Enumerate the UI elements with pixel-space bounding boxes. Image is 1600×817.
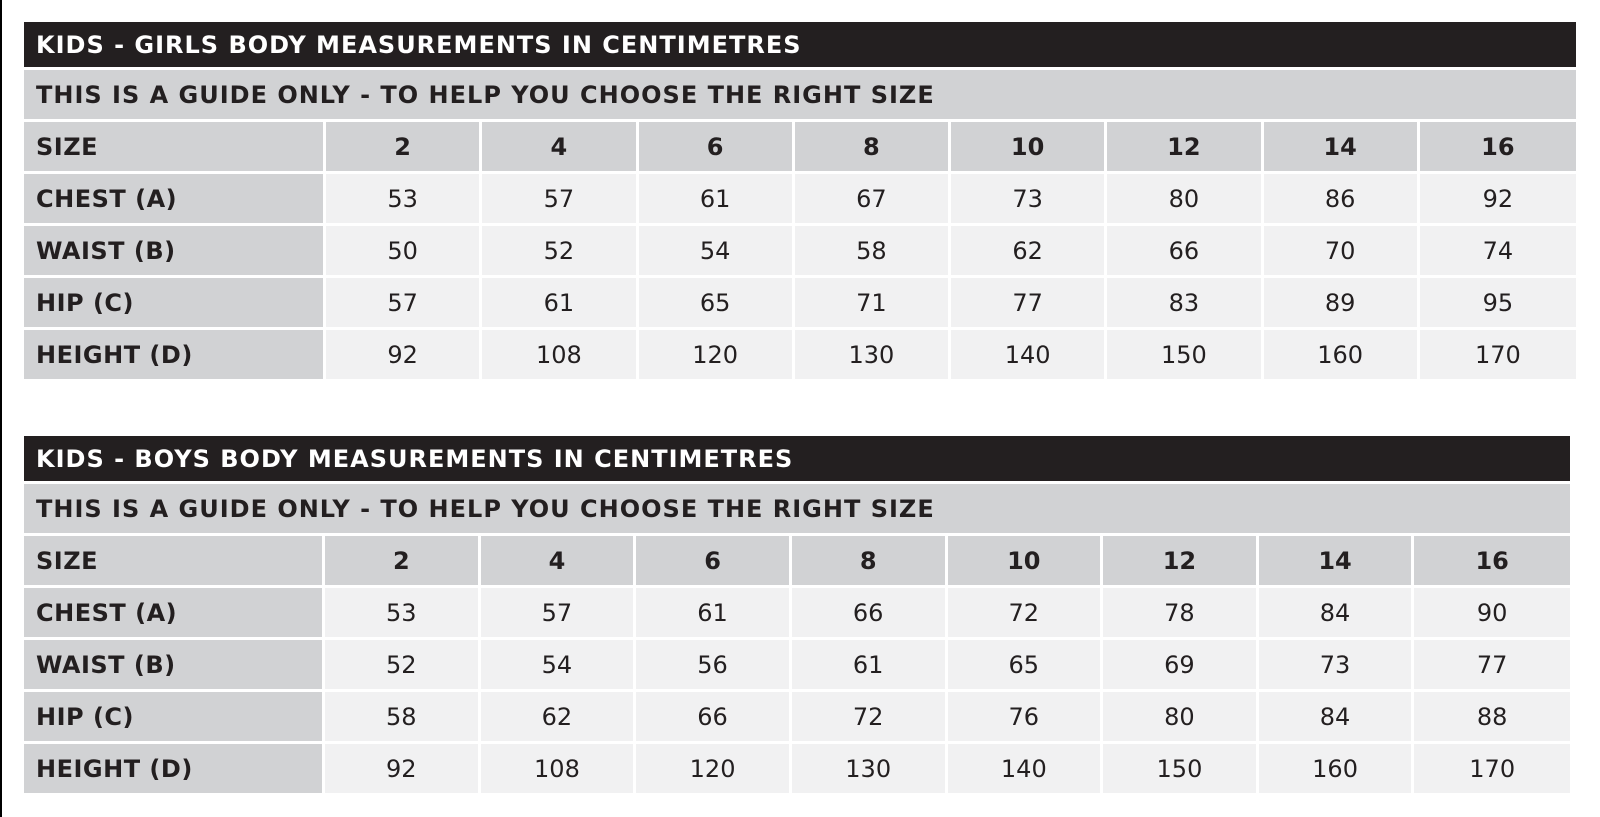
size-header-cell: 16 <box>1420 122 1576 174</box>
measurement-value-cell: 160 <box>1264 330 1420 382</box>
size-header-cell: 12 <box>1103 536 1259 588</box>
measurement-label: HIP (C) <box>24 278 326 330</box>
girls-size-table <box>24 22 1576 382</box>
measurement-value-cell: 61 <box>792 640 948 692</box>
measurement-value-cell: 76 <box>948 692 1104 744</box>
measurement-value-cell: 66 <box>1107 226 1263 278</box>
measurement-row <box>24 588 1570 640</box>
measurement-row <box>24 330 1576 382</box>
size-header-cell: 10 <box>951 122 1107 174</box>
size-header-cell: 16 <box>1414 536 1570 588</box>
measurement-value-cell: 150 <box>1107 330 1263 382</box>
size-header-label: SIZE <box>24 536 325 588</box>
size-header-cell: 14 <box>1259 536 1415 588</box>
table-title-row <box>24 436 1570 484</box>
measurement-value-cell: 66 <box>792 588 948 640</box>
measurement-value-cell: 61 <box>482 278 638 330</box>
measurement-value-cell: 77 <box>951 278 1107 330</box>
measurement-value-cell: 130 <box>792 744 948 796</box>
measurement-value-cell: 57 <box>326 278 482 330</box>
measurement-value-cell: 74 <box>1420 226 1576 278</box>
measurement-row <box>24 226 1576 278</box>
measurement-value-cell: 84 <box>1259 692 1415 744</box>
size-header-cell: 6 <box>636 536 792 588</box>
measurement-value-cell: 54 <box>639 226 795 278</box>
measurement-value-cell: 65 <box>639 278 795 330</box>
size-header-row <box>24 122 1576 174</box>
measurement-label: HEIGHT (D) <box>24 330 326 382</box>
table-title: KIDS - GIRLS BODY MEASUREMENTS IN CENTIMETRES <box>24 22 1576 70</box>
measurement-label: HIP (C) <box>24 692 325 744</box>
measurement-label: WAIST (B) <box>24 226 326 278</box>
measurement-label: HEIGHT (D) <box>24 744 325 796</box>
table-subtitle-row <box>24 70 1576 122</box>
size-header-cell: 6 <box>639 122 795 174</box>
measurement-value-cell: 62 <box>951 226 1107 278</box>
measurement-value-cell: 52 <box>325 640 481 692</box>
measurement-value-cell: 130 <box>795 330 951 382</box>
measurement-value-cell: 58 <box>795 226 951 278</box>
measurement-value-cell: 160 <box>1259 744 1415 796</box>
size-header-cell: 2 <box>326 122 482 174</box>
measurement-value-cell: 120 <box>639 330 795 382</box>
measurement-value-cell: 67 <box>795 174 951 226</box>
measurement-value-cell: 84 <box>1259 588 1415 640</box>
measurement-value-cell: 92 <box>326 330 482 382</box>
measurement-value-cell: 61 <box>639 174 795 226</box>
size-header-cell: 4 <box>482 122 638 174</box>
measurement-row <box>24 692 1570 744</box>
measurement-value-cell: 170 <box>1414 744 1570 796</box>
size-header-cell: 12 <box>1107 122 1263 174</box>
measurement-value-cell: 150 <box>1103 744 1259 796</box>
measurement-value-cell: 80 <box>1103 692 1259 744</box>
table-title-row <box>24 22 1576 70</box>
measurement-value-cell: 80 <box>1107 174 1263 226</box>
measurement-value-cell: 72 <box>792 692 948 744</box>
measurement-value-cell: 69 <box>1103 640 1259 692</box>
measurement-value-cell: 61 <box>636 588 792 640</box>
measurement-value-cell: 52 <box>482 226 638 278</box>
measurement-value-cell: 53 <box>325 588 481 640</box>
measurement-label: CHEST (A) <box>24 588 325 640</box>
measurement-value-cell: 83 <box>1107 278 1263 330</box>
measurement-label: CHEST (A) <box>24 174 326 226</box>
measurement-row <box>24 174 1576 226</box>
size-header-cell: 10 <box>948 536 1104 588</box>
measurement-value-cell: 58 <box>325 692 481 744</box>
measurement-value-cell: 92 <box>1420 174 1576 226</box>
measurement-value-cell: 57 <box>482 174 638 226</box>
measurement-value-cell: 77 <box>1414 640 1570 692</box>
boys-size-table <box>24 436 1570 796</box>
measurement-row <box>24 640 1570 692</box>
measurement-value-cell: 90 <box>1414 588 1570 640</box>
measurement-value-cell: 92 <box>325 744 481 796</box>
measurement-value-cell: 108 <box>482 330 638 382</box>
table-subtitle-row <box>24 484 1570 536</box>
size-header-label: SIZE <box>24 122 326 174</box>
measurement-value-cell: 57 <box>481 588 637 640</box>
measurement-value-cell: 72 <box>948 588 1104 640</box>
measurement-label: WAIST (B) <box>24 640 325 692</box>
size-header-row <box>24 536 1570 588</box>
measurement-row <box>24 744 1570 796</box>
size-header-cell: 14 <box>1264 122 1420 174</box>
measurement-value-cell: 70 <box>1264 226 1420 278</box>
measurement-value-cell: 53 <box>326 174 482 226</box>
measurement-value-cell: 88 <box>1414 692 1570 744</box>
measurement-value-cell: 89 <box>1264 278 1420 330</box>
measurement-value-cell: 56 <box>636 640 792 692</box>
table-subtitle: THIS IS A GUIDE ONLY - TO HELP YOU CHOOSE THE RIGHT SIZE <box>24 70 1576 122</box>
page-edge-line <box>0 0 2 817</box>
table-title: KIDS - BOYS BODY MEASUREMENTS IN CENTIMETRES <box>24 436 1570 484</box>
size-header-cell: 8 <box>795 122 951 174</box>
measurement-value-cell: 71 <box>795 278 951 330</box>
measurement-value-cell: 65 <box>948 640 1104 692</box>
measurement-value-cell: 62 <box>481 692 637 744</box>
measurement-value-cell: 95 <box>1420 278 1576 330</box>
measurement-value-cell: 66 <box>636 692 792 744</box>
measurement-value-cell: 73 <box>1259 640 1415 692</box>
measurement-value-cell: 140 <box>948 744 1104 796</box>
table-subtitle: THIS IS A GUIDE ONLY - TO HELP YOU CHOOSE THE RIGHT SIZE <box>24 484 1570 536</box>
size-header-cell: 2 <box>325 536 481 588</box>
measurement-value-cell: 54 <box>481 640 637 692</box>
size-header-cell: 8 <box>792 536 948 588</box>
measurement-value-cell: 170 <box>1420 330 1576 382</box>
size-header-cell: 4 <box>481 536 637 588</box>
measurement-value-cell: 73 <box>951 174 1107 226</box>
measurement-value-cell: 140 <box>951 330 1107 382</box>
measurement-value-cell: 86 <box>1264 174 1420 226</box>
measurement-value-cell: 50 <box>326 226 482 278</box>
measurement-value-cell: 108 <box>481 744 637 796</box>
measurement-value-cell: 78 <box>1103 588 1259 640</box>
measurement-row <box>24 278 1576 330</box>
measurement-value-cell: 120 <box>636 744 792 796</box>
